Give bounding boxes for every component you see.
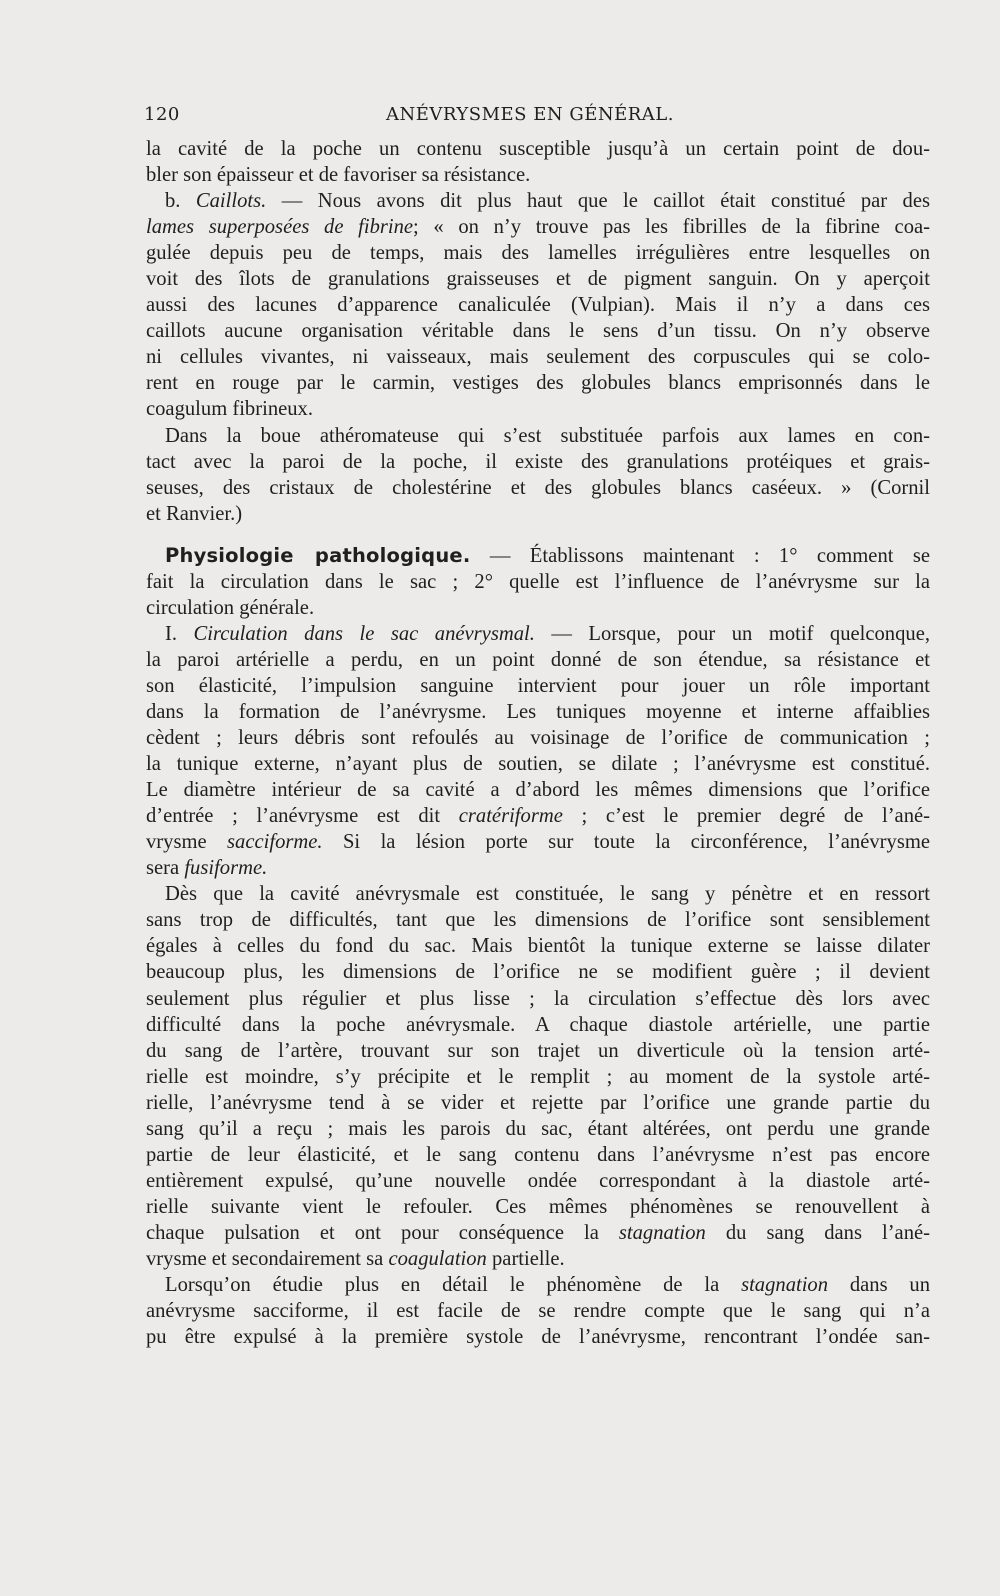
text-segment: — Lorsque, pour un motif quelconque, <box>534 622 930 645</box>
italic-text: Caillots. <box>195 190 267 213</box>
italic-text: cratériforme <box>458 805 563 828</box>
text-segment: vrysme et secondairement sa <box>146 1247 389 1270</box>
text-line: aussi des lacunes d’apparence canaliculée (Vulpian). Mais il n’y a dans ces <box>146 294 930 317</box>
italic-text: lames superposées de fibrine <box>146 216 414 239</box>
text-segment: b. <box>165 190 196 213</box>
text-line: dans la formation de l’anévrysme. Les tuniques moyenne et interne affaiblies <box>146 700 930 723</box>
text-segment: I. <box>165 622 194 645</box>
text-line <box>146 829 930 855</box>
text-line: entièrement expulsé, qu’une nouvelle ondée correspondant à la diastole arté- <box>146 1169 930 1192</box>
italic-text: fusiforme. <box>184 857 268 880</box>
text-line: rielle suivante vient le refouler. Ces mêmes phénomènes se renouvellent à <box>146 1195 930 1218</box>
text-line: gulée depuis peu de temps, mais des lamelles irrégulières entre lesquelles on <box>146 242 930 265</box>
text-line: sang qu’il a reçu ; mais les parois du sac, étant altérées, ont perdu une grande <box>146 1117 930 1140</box>
running-title: ANÉVRYSMES EN GÉNÉRAL. <box>386 104 674 125</box>
text-segment: dans un <box>828 1274 931 1297</box>
text-segment: ; « on n’y trouve pas les fibrilles de la fibrine coa- <box>413 216 930 239</box>
text-line: seulement plus régulier et plus lisse ; la circulation s’effectue dès lors avec <box>146 987 930 1010</box>
italic-text: Circulation dans le sac anévrysmal. <box>193 622 535 645</box>
text-segment: sera <box>146 857 185 880</box>
text-segment: Si la lésion porte sur toute la circonférence, l’anévrysme <box>322 831 930 854</box>
text-line: son élasticité, l’impulsion sanguine intervient pour jouer un rôle important <box>146 674 930 697</box>
text-line: pu être expulsé à la première systole de l’anévrysme, rencontrant l’ondée san- <box>146 1326 930 1349</box>
text-line <box>146 188 930 214</box>
text-line: difficulté dans la poche anévrysmale. A chaque diastole artérielle, une partie <box>146 1013 930 1036</box>
text-line: fait la circulation dans le sac ; 2° quelle est l’influence de l’anévrysme sur la <box>146 570 930 593</box>
text-line: tact avec la paroi de la poche, il existe des granulations protéiques et grais- <box>146 450 930 473</box>
text-line: partie de leur élasticité, et le sang contenu dans l’anévrysme n’est pas encore <box>146 1143 930 1166</box>
text-line: Dès que la cavité anévrysmale est constituée, le sang y pénètre et en ressort <box>165 883 930 906</box>
italic-text: sacciforme. <box>227 831 323 854</box>
text-line: Dans la boue athéromateuse qui s’est substituée parfois aux lames en con- <box>165 424 930 447</box>
italic-text: coagulation <box>388 1247 487 1270</box>
text-segment: — Nous avons dit plus haut que le caillot était constitué par des <box>266 190 930 213</box>
text-line: cèdent ; leurs débris sont refoulés au voisinage de l’orifice de communication ; <box>146 727 930 750</box>
text-segment: partielle. <box>486 1247 565 1270</box>
text-line: la cavité de la poche un contenu susceptible jusqu’à un certain point de dou- <box>146 138 930 160</box>
text-segment: vrysme <box>146 831 228 854</box>
text-line <box>146 621 930 647</box>
text-line: ni cellules vivantes, ni vaisseaux, mais seulement des corpuscules qui se colo- <box>146 346 930 369</box>
text-segment: Lorsqu’on étudie plus en détail le phénomène de la <box>165 1274 742 1297</box>
text-line: la paroi artérielle a perdu, en un point donné de son étendue, sa résistance et <box>146 648 930 671</box>
text-line: rent en rouge par le carmin, vestiges des globules blancs emprisonnés dans le <box>146 372 930 395</box>
text-line: rielle, l’anévrysme tend à se vider et rejette par l’orifice une grande partie du <box>146 1091 930 1114</box>
text-line: égales à celles du fond du sac. Mais bientôt la tunique externe se laisse dilater <box>146 935 930 958</box>
text-line <box>146 214 930 240</box>
section-heading: Physiologie pathologique. <box>165 543 471 567</box>
text-line <box>146 1272 930 1298</box>
text-line: la tunique externe, n’ayant plus de soutien, se dilate ; l’anévrysme est constitué. <box>146 753 930 776</box>
text-line <box>146 1220 930 1246</box>
text-line: coagulum fibrineux. <box>146 398 313 421</box>
text-line: caillots aucune organisation véritable dans le sens d’un tissu. On n’y observe <box>146 320 930 343</box>
text-line: et Ranvier.) <box>146 502 243 525</box>
text-line: bler son épaisseur et de favoriser sa résistance. <box>146 164 531 187</box>
italic-text: stagnation <box>618 1221 706 1244</box>
body-text <box>146 136 930 1350</box>
text-segment: du sang dans l’ané- <box>705 1221 930 1244</box>
text-line: Le diamètre intérieur de sa cavité a d’abord les mêmes dimensions que l’orifice <box>146 779 930 802</box>
text-line: anévrysme sacciforme, il est facile de se rendre compte que le sang qui n’a <box>146 1300 930 1323</box>
text-line: voit des îlots de granulations graisseuses et de pigment sanguin. On y aperçoit <box>146 268 930 291</box>
text-line: seuses, des cristaux de cholestérine et des globules blancs caséeux. » (Cornil <box>146 476 930 499</box>
text-line: circulation générale. <box>146 596 315 619</box>
text-line: beaucoup plus, les dimensions de l’orifice ne se modifient guère ; il devient <box>146 961 930 984</box>
running-header <box>144 104 929 130</box>
text-line <box>146 855 930 881</box>
text-segment: — Établissons maintenant : 1° comment se <box>470 544 930 567</box>
text-line <box>146 543 930 569</box>
text-line: du sang de l’artère, trouvant sur son trajet un diverticule où la tension arté- <box>146 1039 930 1062</box>
text-line <box>146 1246 930 1272</box>
text-line: rielle est moindre, s’y précipite et le remplit ; au moment de la systole arté- <box>146 1065 930 1088</box>
page-number: 120 <box>144 104 180 125</box>
text-line <box>146 803 930 829</box>
italic-text: stagnation <box>741 1274 829 1297</box>
text-segment: ; c’est le premier degré de l’ané- <box>562 805 930 828</box>
text-segment: chaque pulsation et ont pour conséquence la <box>146 1221 619 1244</box>
text-line: sans trop de difficultés, tant que les dimensions de l’orifice sont sensiblement <box>146 909 930 932</box>
text-segment: d’entrée ; l’anévrysme est dit <box>146 805 459 828</box>
